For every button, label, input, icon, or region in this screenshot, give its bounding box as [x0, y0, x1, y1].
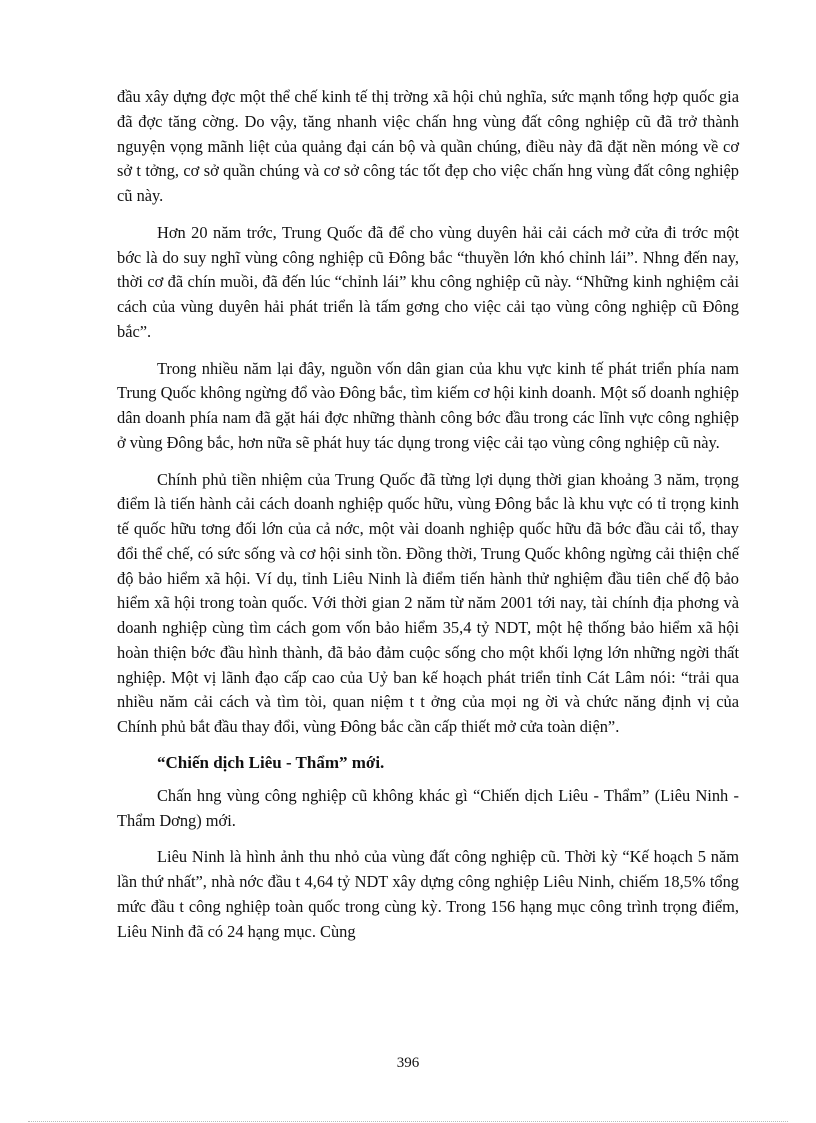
page-bottom-divider	[28, 1121, 788, 1122]
paragraph-2: Hơn 20 năm trớc, Trung Quốc đã để cho vùng duyên hải cải cách mở cửa đi trớc một bớc là do suy nghĩ vùng công nghiệp cũ Đông bắc “thuyền lớn khó chỉnh lái”. Nhng đến nay, thời cơ đã chín muồi, đã đến lúc “chỉnh lái” khu công nghiệp cũ này. “Những kinh nghiệm cải cách của vùng duyên hải phát triển là tấm gơng cho việc cải tạo vùng công nghiệp cũ Đông bắc”.	[117, 222, 739, 341]
paragraph-6: Liêu Ninh là hình ảnh thu nhỏ của vùng đất công nghiệp cũ. Thời kỳ “Kế hoạch 5 năm lần thứ nhất”, nhà nớc đầu t 4,64 tỷ NDT xây dựng công nghiệp Liêu Ninh, chiếm 18,5% tổng mức đầu t công nghiệp toàn quốc trong cùng kỳ. Trong 156 hạng mục công trình trọng điểm, Liêu Ninh đã có 24 hạng mục. Cùng	[117, 847, 739, 941]
paragraph-5: Chấn hng vùng công nghiệp cũ không khác gì “Chiến dịch Liêu - Thẩm” (Liêu Ninh - Thẩm Dơng) mới.	[117, 785, 739, 830]
page-number: 396	[396, 1055, 420, 1071]
paragraph-3: Trong nhiều năm lại đây, nguồn vốn dân gian của khu vực kinh tế phát triển phía nam Trung Quốc không ngừng đổ vào Đông bắc, tìm kiếm cơ hội kinh doanh. Một số doanh nghiệp dân doanh phía nam đã gặt hái đợc những thành công bớc đầu trong các lĩnh vực công nghiệp ở vùng Đông bắc, hơn nữa sẽ phát huy tác dụng trong việc cải tạo vùng công nghiệp cũ này.	[117, 358, 739, 452]
section-heading: “Chiến dịch Liêu - Thẩm” mới.	[157, 752, 385, 772]
document-body	[117, 85, 739, 944]
paragraph-1: đầu xây dựng đợc một thể chế kinh tế thị trờng xã hội chủ nghĩa, sức mạnh tổng hợp quốc gia đã đợc tăng cờng. Do vậy, tăng nhanh việc chấn hng vùng đất công nghiệp cũ đã trở thành nguyện vọng mãnh liệt của quảng đại cán bộ và quần chúng, điều này đã đặt nền móng về cơ sở t tởng, cơ sở quần chúng và cơ sở công tác tốt đẹp cho việc chấn hng vùng đất công nghiệp cũ này.	[117, 87, 739, 205]
paragraph-4: Chính phủ tiền nhiệm của Trung Quốc đã từng lợi dụng thời gian khoảng 3 năm, trọng điểm là tiến hành cải cách doanh nghiệp quốc hữu, vùng Đông bắc là khu vực có tỉ trọng kinh tế quốc hữu tơng đối lớn của cả nớc, một vài doanh nghiệp quốc hữu đã bớc đầu cải tổ, thay đổi thể chế, có sức sống và cơ hội sinh tồn. Đồng thời, Trung Quốc không ngừng cải thiện chế độ bảo hiểm xã hội. Ví dụ, tỉnh Liêu Ninh là điểm tiến hành thử nghiệm đầu tiên chế độ bảo hiểm xã hội trong toàn quốc. Với thời gian 2 năm từ năm 2001 tới nay, tài chính địa phơng và doanh nghiệp cùng tìm cách gom vốn bảo hiểm 35,4 tỷ NDT, một hệ thống bảo hiểm xã hội hoàn thiện bớc đầu hình thành, đã bảo đảm cuộc sống cho một khối lợng lớn những ngời thất nghiệp. Một vị lãnh đạo cấp cao của Uỷ ban kế hoạch phát triển tỉnh Cát Lâm nói: “trải qua nhiều năm cải cách và tìm tòi, quan niệm t t ởng của mọi ng ời và chức năng định vị của Chính phủ bắt đầu thay đổi, vùng Đông bắc cần cấp thiết mở cửa toàn diện”.	[117, 469, 739, 736]
